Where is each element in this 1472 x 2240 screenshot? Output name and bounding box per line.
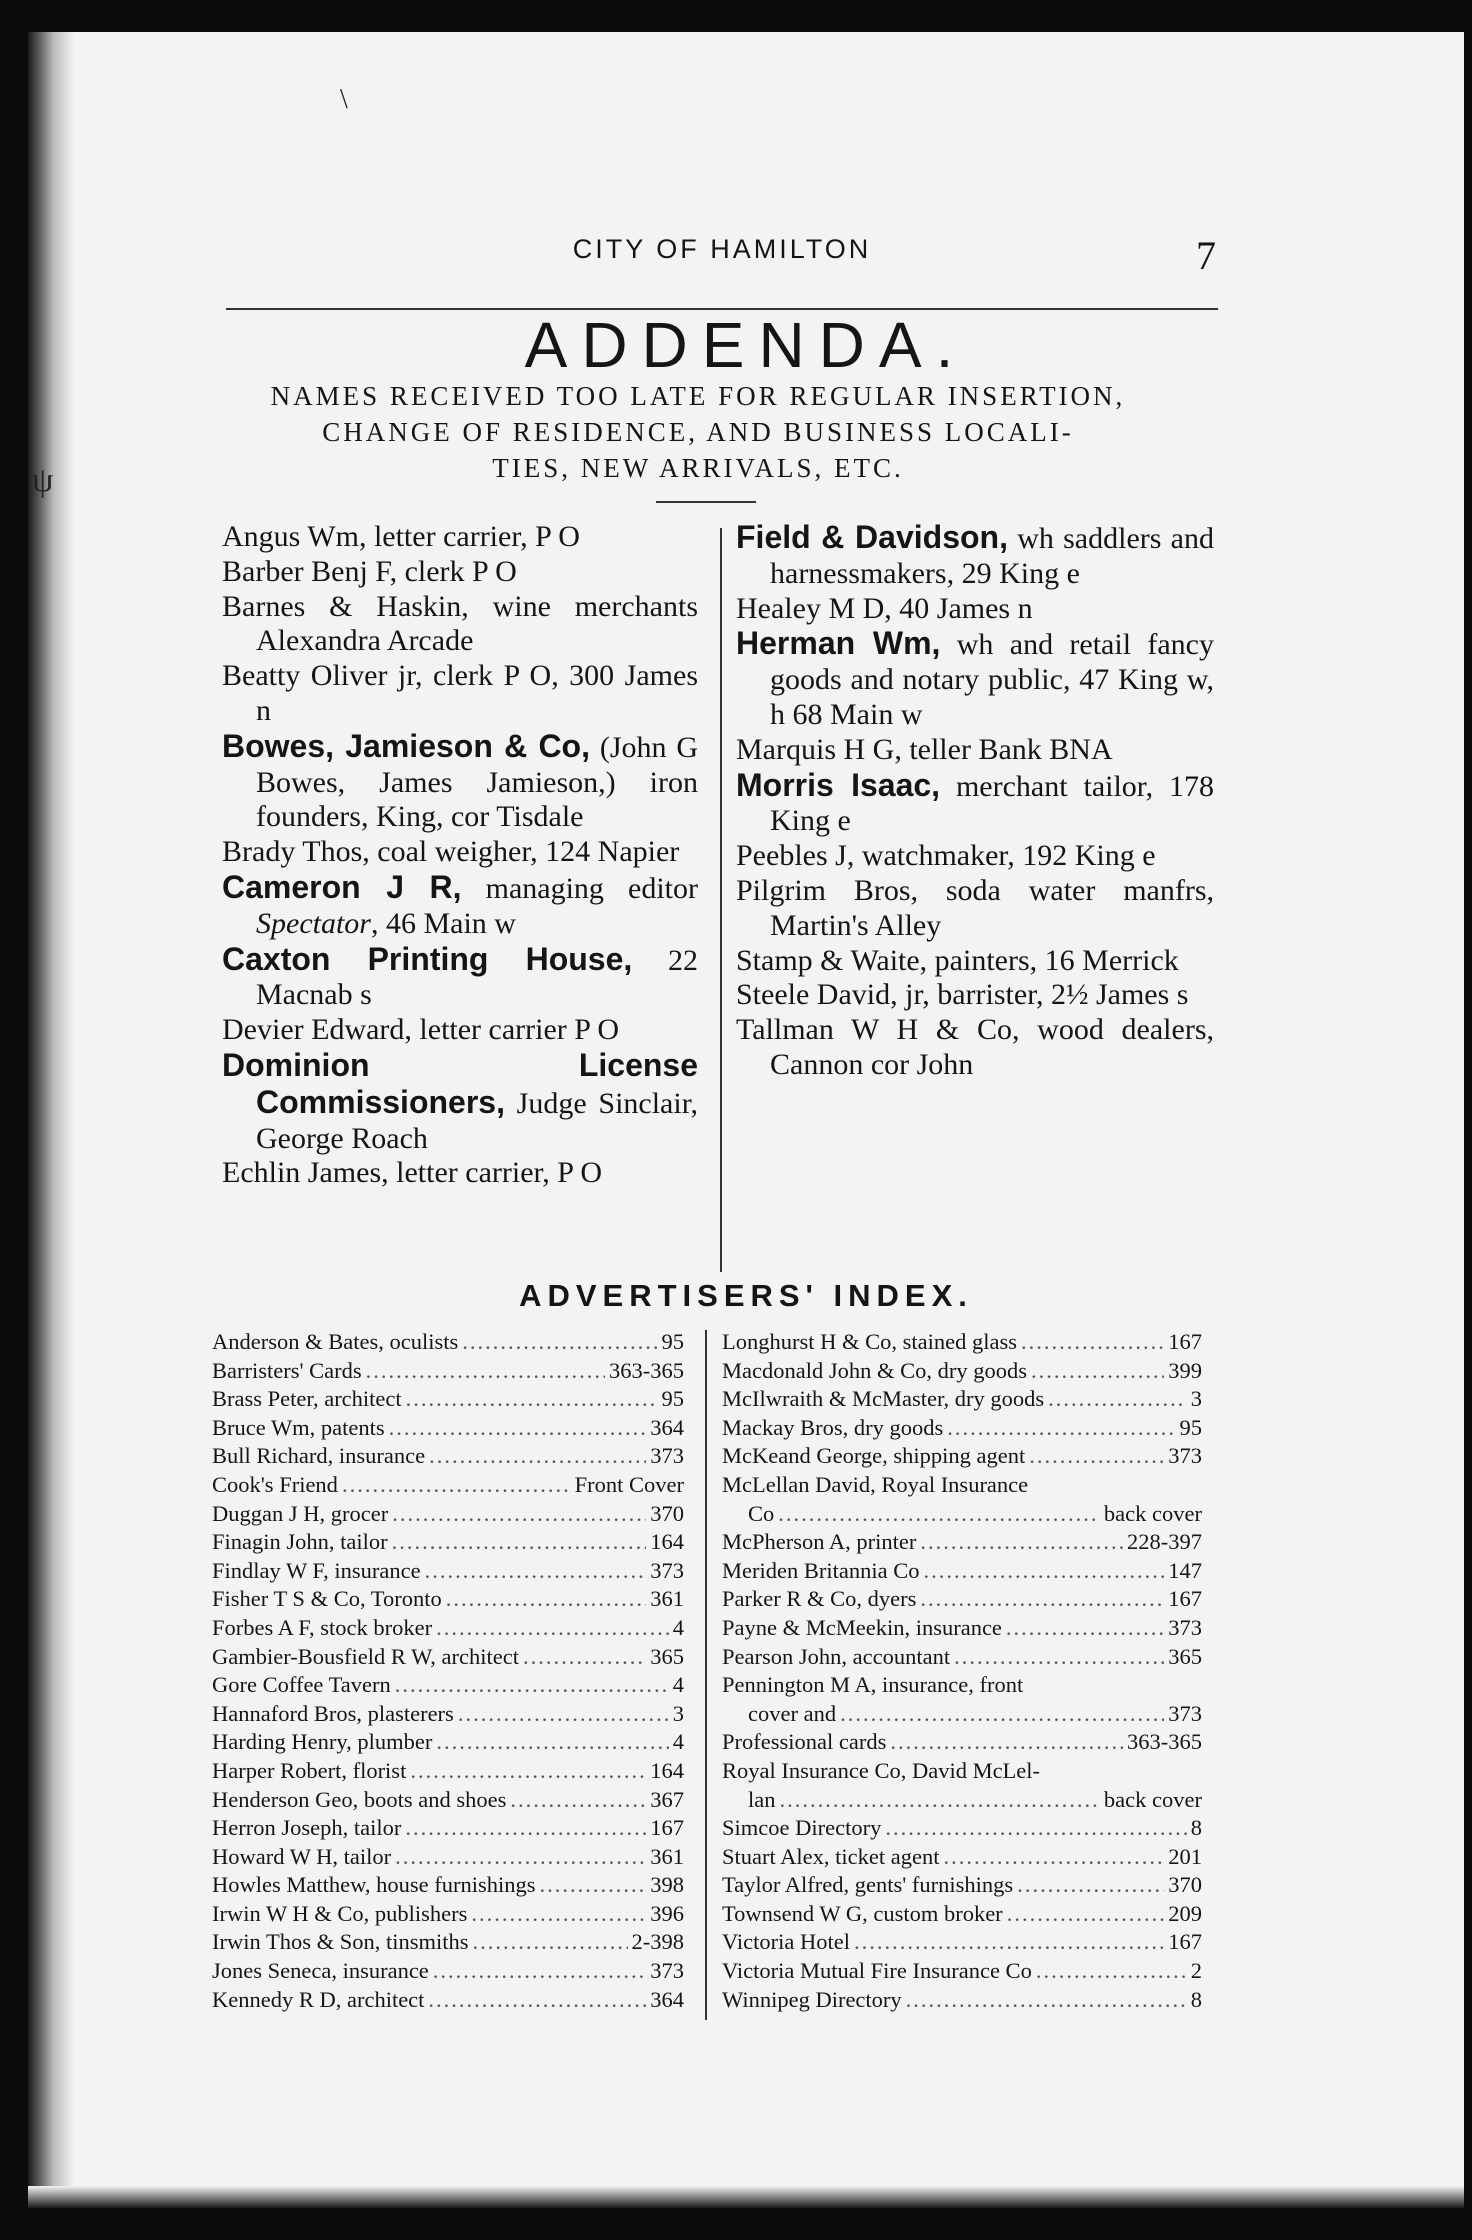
entry-italic: Spectator [256, 906, 371, 940]
index-entry [212, 1528, 684, 1557]
index-entry [212, 1385, 684, 1414]
entry-text: managing editor [461, 871, 698, 905]
page-header [226, 198, 1218, 310]
index-entry [212, 1728, 684, 1757]
addenda-entry [222, 590, 698, 660]
index-page: 364 [650, 1986, 684, 2012]
index-label: Simcoe Directory [722, 1815, 882, 1841]
index-entry [212, 1757, 684, 1786]
addenda-entry [736, 839, 1214, 874]
dot-leader [429, 1442, 646, 1471]
index-label: Professional cards [722, 1729, 887, 1755]
addenda-entry [736, 1013, 1214, 1083]
index-page: 365 [650, 1643, 684, 1669]
index-page: 373 [1168, 1443, 1202, 1469]
index-page: 365 [1168, 1643, 1202, 1669]
dot-leader [425, 1557, 647, 1586]
index-label: Harding Henry, plumber [212, 1729, 433, 1755]
entry-name: Cameron J R, [222, 868, 462, 905]
index-entry [212, 1986, 684, 2015]
index-label: Parker R & Co, dyers [722, 1586, 917, 1612]
index-label: Pearson John, accountant [722, 1643, 951, 1669]
index-label: Bruce Wm, patents [212, 1414, 385, 1440]
dot-leader [943, 1843, 1164, 1872]
index-page: 373 [650, 1443, 684, 1469]
index-page: 167 [1168, 1929, 1202, 1955]
index-entry [722, 1414, 1202, 1443]
index-page: 167 [1168, 1329, 1202, 1354]
index-page: 2-398 [631, 1929, 684, 1955]
entry-text: Pilgrim Bros, soda water manfrs, Martin's Alley [736, 873, 1214, 942]
index-page: 361 [650, 1843, 684, 1869]
index-label: Cook's Friend [212, 1471, 338, 1497]
index-label: Anderson & Bates, oculists [212, 1329, 459, 1354]
index-page: back cover [1103, 1786, 1202, 1812]
index-entry [722, 1957, 1202, 1986]
entry-text: Stamp & Waite, painters, 16 Merrick [736, 943, 1179, 977]
section-rule [656, 501, 756, 503]
scan-blemish: \ [340, 84, 348, 115]
index-entry [722, 1671, 1202, 1700]
index-entry [212, 1700, 684, 1729]
addenda-entry [736, 944, 1214, 979]
index-page: 373 [1168, 1614, 1202, 1640]
addenda-left-column [222, 520, 698, 1191]
dot-leader [405, 1814, 646, 1843]
index-label: Hannaford Bros, plasterers [212, 1700, 454, 1726]
index-label-continued: Co [748, 1500, 775, 1526]
index-label: Victoria Hotel [722, 1929, 850, 1955]
index-entry [722, 1843, 1202, 1872]
index-page: 4 [672, 1729, 684, 1755]
dot-leader [473, 1928, 628, 1957]
index-entry [212, 1500, 684, 1529]
addenda-entry [736, 768, 1214, 840]
running-head: CITY OF HAMILTON [572, 234, 872, 264]
dot-leader [395, 1671, 669, 1700]
index-page: 370 [1168, 1872, 1202, 1898]
entry-text: Peebles J, watchmaker, 192 King e [736, 839, 1156, 873]
index-label: Longhurst H & Co, stained glass [722, 1329, 1017, 1354]
entry-text: merchant tailor, 178 King e [770, 769, 1214, 838]
index-label-continued: lan [748, 1786, 776, 1812]
index-page: 399 [1168, 1357, 1202, 1383]
column-divider [705, 1330, 707, 2020]
index-entry [722, 1643, 1202, 1672]
index-label: Royal Insurance Co, David McLel- [722, 1757, 1041, 1783]
addenda-entry [222, 555, 698, 590]
dot-leader [395, 1843, 646, 1872]
dot-leader [392, 1500, 646, 1529]
index-label: Brass Peter, architect [212, 1386, 402, 1412]
index-entry [722, 1757, 1202, 1786]
addenda-entry [222, 729, 698, 835]
index-page: 4 [672, 1672, 684, 1698]
index-label: Finagin John, tailor [212, 1529, 388, 1555]
index-entry [722, 1585, 1202, 1614]
dot-leader [410, 1757, 646, 1786]
index-label: Findlay W F, insurance [212, 1557, 421, 1583]
index-page: 95 [661, 1386, 684, 1412]
dot-leader [433, 1957, 646, 1986]
index-label: Jones Seneca, insurance [212, 1958, 429, 1984]
dot-leader [540, 1871, 647, 1900]
addenda-entry [222, 1156, 698, 1191]
addenda-entry [222, 1048, 698, 1156]
index-entry [722, 1900, 1202, 1929]
index-label: Victoria Mutual Fire Insurance Co [722, 1958, 1032, 1984]
dot-leader [342, 1471, 571, 1500]
entry-text: Healey M D, 40 James n [736, 591, 1033, 625]
entry-name: Herman Wm, [736, 625, 941, 662]
index-label: Irwin Thos & Son, tinsmiths [212, 1929, 469, 1955]
addenda-subtitle-line: TIES, NEW ARRIVALS, ETC. [492, 453, 904, 483]
advertisers-index-title: ADVERTISERS' INDEX. [519, 1278, 973, 1313]
dot-leader [436, 1728, 668, 1757]
index-page: 164 [650, 1757, 684, 1783]
entry-text: Marquis H G, teller Bank BNA [736, 732, 1113, 766]
dot-leader [890, 1728, 1123, 1757]
entry-text: (John G Bowes, James Jamieson,) iron founders, King, cor Tisdale [256, 730, 698, 834]
index-entry [722, 1557, 1202, 1586]
dot-leader [885, 1814, 1186, 1843]
dot-leader [954, 1643, 1164, 1672]
dot-leader [906, 1986, 1187, 2015]
entry-text: Tallman W H & Co, wood dealers, Cannon cor John [736, 1013, 1214, 1081]
index-label: Howard W H, tailor [212, 1843, 392, 1869]
index-left-column [212, 1328, 684, 2014]
index-entry [212, 1814, 684, 1843]
index-label: McIlwraith & McMaster, dry goods [722, 1386, 1045, 1412]
dot-leader [920, 1528, 1123, 1557]
dot-leader [389, 1414, 647, 1443]
addenda-entry [736, 520, 1214, 592]
index-label: Meriden Britannia Co [722, 1557, 920, 1583]
dot-leader [510, 1786, 646, 1815]
index-page: 2 [1190, 1958, 1202, 1984]
index-entry [722, 1614, 1202, 1643]
entry-text: Devier Edward, letter carrier P O [222, 1013, 620, 1047]
index-label: Winnipeg Directory [722, 1986, 902, 2012]
dot-leader [1021, 1328, 1164, 1357]
index-label: Mackay Bros, dry goods [722, 1414, 944, 1440]
index-entry [212, 1471, 684, 1500]
entry-name: Caxton Printing House, [222, 940, 633, 977]
index-label: Kennedy R D, architect [212, 1986, 425, 2012]
addenda-entry [222, 835, 698, 870]
dot-leader [947, 1414, 1175, 1443]
dot-leader [778, 1500, 1100, 1529]
dot-leader [1006, 1614, 1164, 1643]
index-page: 209 [1168, 1900, 1202, 1926]
index-entry [212, 1414, 684, 1443]
dot-leader [920, 1585, 1164, 1614]
addenda-subtitle [168, 378, 1228, 486]
index-entry [212, 1786, 684, 1815]
index-page: 8 [1190, 1986, 1202, 2012]
dot-leader [428, 1986, 646, 2015]
index-entry [722, 1328, 1202, 1357]
index-page: 3 [672, 1700, 684, 1726]
dot-leader [446, 1585, 647, 1614]
index-page: 363-365 [609, 1357, 684, 1383]
index-entry [212, 1585, 684, 1614]
index-page: 95 [1179, 1414, 1202, 1440]
addenda-entry [222, 520, 698, 555]
entry-text: Angus Wm, letter carrier, P O [222, 520, 580, 553]
index-page: 164 [650, 1529, 684, 1555]
index-label: Fisher T S & Co, Toronto [212, 1586, 442, 1612]
index-page: 373 [650, 1557, 684, 1583]
addenda-subtitle-line: NAMES RECEIVED TOO LATE FOR REGULAR INSERTION, [270, 381, 1126, 411]
index-page: 361 [650, 1586, 684, 1612]
column-divider [720, 528, 722, 1272]
entry-text: Steele David, jr, barrister, 2½ James s [736, 978, 1189, 1012]
index-page: 370 [650, 1500, 684, 1526]
index-entry [722, 1871, 1202, 1900]
index-page: 147 [1168, 1557, 1202, 1583]
page-bottom-edge [28, 2186, 1464, 2208]
dot-leader [462, 1328, 657, 1357]
entry-text: Beatty Oliver jr, clerk P O, 300 James n [222, 659, 698, 727]
index-page: 8 [1190, 1815, 1202, 1841]
addenda-entry [736, 592, 1214, 627]
addenda-title: ADDENDA. [524, 309, 968, 381]
index-entry [212, 1357, 684, 1386]
index-entry [722, 1528, 1202, 1557]
index-label: Macdonald John & Co, dry goods [722, 1357, 1027, 1383]
dot-leader [1007, 1900, 1165, 1929]
index-page: 373 [650, 1958, 684, 1984]
scan-blemish: ψ [32, 462, 54, 499]
index-label: Pennington M A, insurance, front [722, 1672, 1024, 1698]
index-label: Townsend W G, custom broker [722, 1900, 1003, 1926]
index-entry [212, 1643, 684, 1672]
dot-leader [458, 1700, 669, 1729]
entry-name: Dominion License Commissioners, [222, 1046, 698, 1120]
index-page: 167 [1168, 1586, 1202, 1612]
index-entry [212, 1671, 684, 1700]
index-page: 364 [650, 1414, 684, 1440]
index-page: 363-365 [1127, 1729, 1202, 1755]
index-right-column [722, 1328, 1202, 2014]
index-entry [212, 1614, 684, 1643]
index-page: 373 [1168, 1700, 1202, 1726]
dot-leader [780, 1786, 1100, 1815]
index-entry [212, 1328, 684, 1357]
index-entry [212, 1843, 684, 1872]
index-page: 201 [1168, 1843, 1202, 1869]
entry-text: , 46 Main w [370, 906, 516, 940]
index-entry [212, 1557, 684, 1586]
entry-name: Morris Isaac, [736, 766, 941, 803]
entry-text: Brady Thos, coal weigher, 124 Napier [222, 835, 680, 869]
index-label: Gambier-Bousfield R W, architect [212, 1643, 519, 1669]
entry-text: 22 Macnab s [256, 943, 698, 1012]
index-entry [722, 1728, 1202, 1757]
index-entry [722, 1928, 1202, 1957]
entry-name: Bowes, Jamieson & Co, [222, 727, 590, 764]
page-number: 7 [1196, 233, 1216, 278]
index-entry [212, 1871, 684, 1900]
index-entry [722, 1442, 1202, 1471]
index-label: Taylor Alfred, gents' furnishings [722, 1872, 1014, 1898]
entry-text: wh and retail fancy goods and notary public, 47 King w, h 68 Main w [770, 628, 1215, 731]
index-entry-continued [722, 1786, 1202, 1815]
index-entry [212, 1442, 684, 1471]
index-page: 4 [672, 1614, 684, 1640]
index-label: Bull Richard, insurance [212, 1443, 426, 1469]
index-page: 228-397 [1127, 1529, 1202, 1555]
addenda-entry [222, 942, 698, 1014]
addenda-entry [736, 733, 1214, 768]
index-page: 398 [650, 1872, 684, 1898]
addenda-entry [736, 626, 1214, 732]
index-label: Payne & McMeekin, insurance [722, 1614, 1002, 1640]
dot-leader [840, 1700, 1164, 1729]
index-page: Front Cover [574, 1471, 684, 1497]
dot-leader [366, 1357, 605, 1386]
index-page: back cover [1103, 1500, 1202, 1526]
index-label: Henderson Geo, boots and shoes [212, 1786, 507, 1812]
entry-text: Barber Benj F, clerk P O [222, 554, 517, 588]
addenda-subtitle-line: CHANGE OF RESIDENCE, AND BUSINESS LOCALI- [322, 417, 1074, 447]
dot-leader [1029, 1442, 1164, 1471]
index-entry [212, 1957, 684, 1986]
index-label: Irwin W H & Co, publishers [212, 1900, 468, 1926]
index-entry [722, 1385, 1202, 1414]
index-label: McKeand George, shipping agent [722, 1443, 1026, 1469]
addenda-entry [222, 870, 698, 942]
index-page: 396 [650, 1900, 684, 1926]
index-entry [212, 1928, 684, 1957]
index-label: McPherson A, printer [722, 1529, 917, 1555]
index-page: 3 [1190, 1386, 1202, 1412]
dot-leader [1036, 1957, 1187, 1986]
addenda-entry [736, 874, 1214, 944]
index-entry [212, 1900, 684, 1929]
index-entry [722, 1471, 1202, 1500]
entry-text: Barnes & Haskin, wine merchants Alexandra Arcade [222, 589, 698, 658]
index-entry [722, 1814, 1202, 1843]
dot-leader [406, 1385, 658, 1414]
index-label: McLellan David, Royal Insurance [722, 1471, 1029, 1497]
entry-text: wh saddlers and harnessmakers, 29 King e [770, 522, 1215, 590]
scanned-page [28, 32, 1464, 2208]
index-page: 167 [650, 1815, 684, 1841]
addenda-entry [222, 1013, 698, 1048]
entry-text: Judge Sinclair, George Roach [256, 1086, 698, 1155]
index-label: Harper Robert, florist [212, 1757, 407, 1783]
dot-leader [523, 1643, 646, 1672]
dot-leader [1031, 1357, 1164, 1386]
addenda-entry [222, 659, 698, 729]
index-entry-continued [722, 1500, 1202, 1529]
index-entry-continued [722, 1700, 1202, 1729]
dot-leader [392, 1528, 647, 1557]
addenda-entry [736, 978, 1214, 1013]
index-page: 95 [661, 1329, 684, 1354]
index-label: Duggan J H, grocer [212, 1500, 389, 1526]
dot-leader [923, 1557, 1164, 1586]
index-entry [722, 1357, 1202, 1386]
dot-leader [854, 1928, 1164, 1957]
index-label: Stuart Alex, ticket agent [722, 1843, 940, 1869]
dot-leader [1048, 1385, 1187, 1414]
index-label: Howles Matthew, house furnishings [212, 1872, 536, 1898]
index-label: Forbes A F, stock broker [212, 1614, 433, 1640]
index-label-continued: cover and [748, 1700, 837, 1726]
dot-leader [471, 1900, 646, 1929]
index-page: 367 [650, 1786, 684, 1812]
dot-leader [1017, 1871, 1164, 1900]
index-label: Gore Coffee Tavern [212, 1672, 391, 1698]
dot-leader [436, 1614, 669, 1643]
index-label: Herron Joseph, tailor [212, 1815, 402, 1841]
index-label: Barristers' Cards [212, 1357, 362, 1383]
index-entry [722, 1986, 1202, 2015]
entry-name: Field & Davidson, [736, 519, 1008, 555]
entry-text: Echlin James, letter carrier, P O [222, 1156, 603, 1190]
addenda-right-column [736, 520, 1214, 1083]
